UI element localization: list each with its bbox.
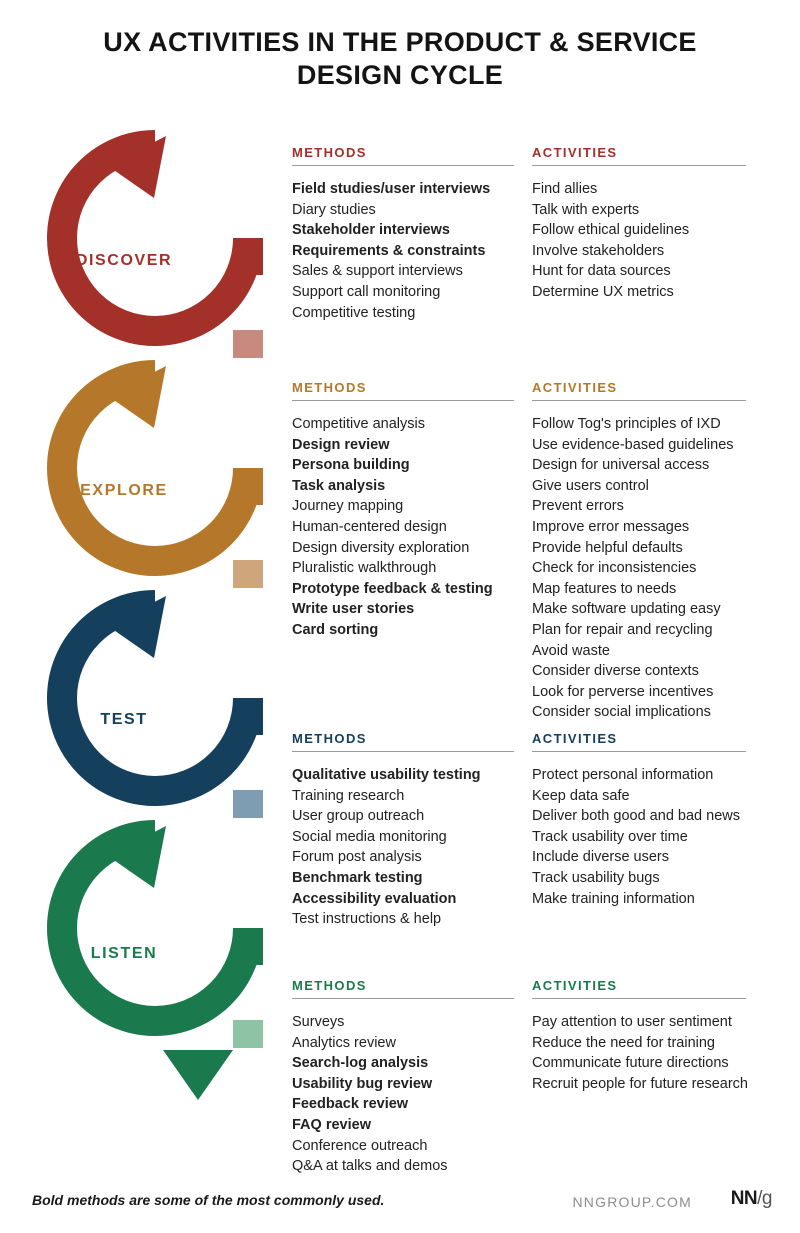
activities-list-listen — [532, 1012, 772, 1094]
explore-ring — [62, 366, 248, 588]
list-item: FAQ review — [292, 1116, 371, 1133]
list-item: Give users control — [532, 477, 649, 494]
list-item: Sales & support interviews — [292, 263, 463, 280]
list-item: Analytics review — [292, 1034, 396, 1051]
list-item: Stakeholder interviews — [292, 222, 450, 239]
list-item: Deliver both good and bad news — [532, 808, 740, 825]
methods-list-listen — [292, 1012, 528, 1177]
list-item: Plan for repair and recycling — [532, 621, 713, 638]
list-item: Provide helpful defaults — [532, 539, 683, 556]
list-item: Include diverse users — [532, 849, 670, 866]
list-item: Improve error messages — [532, 518, 690, 535]
list-item: Consider diverse contexts — [532, 663, 699, 680]
activities-list-explore — [532, 414, 772, 723]
divider-activities — [532, 400, 746, 401]
site-url: NNGROUP.COM — [572, 1194, 692, 1210]
column-header-methods: METHODS — [292, 978, 367, 993]
column-header-activities: ACTIVITIES — [532, 978, 618, 993]
list-item: Q&A at talks and demos — [292, 1158, 448, 1175]
list-item: Make training information — [532, 890, 695, 907]
list-item: Avoid waste — [532, 642, 610, 659]
list-item: Task analysis — [292, 477, 386, 494]
list-item: Training research — [292, 787, 405, 804]
activities-list-test — [532, 765, 772, 909]
list-item: Accessibility evaluation — [292, 890, 457, 907]
test-ring — [62, 596, 248, 818]
list-item: Use evidence-based guidelines — [532, 436, 734, 453]
list-item: Hunt for data sources — [532, 263, 671, 280]
list-item: Competitive analysis — [292, 416, 425, 432]
divider-activities — [532, 165, 746, 166]
list-item: Track usability over time — [532, 828, 688, 845]
list-item: Talk with experts — [532, 201, 640, 218]
logo-suffix: /g — [757, 1188, 772, 1209]
list-item: Keep data safe — [532, 787, 630, 804]
footnote: Bold methods are some of the most commonly used. — [32, 1192, 385, 1208]
list-item: Forum post analysis — [292, 849, 422, 866]
page-title: UX ACTIVITIES IN THE PRODUCT & SERVICE DESIGN CYCLE — [103, 27, 697, 91]
discover-ring — [62, 136, 248, 358]
methods-list-discover — [292, 179, 528, 323]
divider-methods — [292, 751, 514, 752]
list-item: Protect personal information — [532, 767, 714, 783]
stage-label-discover: DISCOVER — [75, 252, 173, 269]
list-item: Usability bug review — [292, 1075, 433, 1092]
list-item: Find allies — [532, 181, 598, 197]
list-item: Make software updating easy — [532, 601, 721, 618]
methods-list-explore — [292, 414, 528, 641]
divider-methods — [292, 165, 514, 166]
column-header-methods: METHODS — [292, 145, 367, 160]
list-item: Prevent errors — [532, 498, 624, 515]
list-item: Journey mapping — [292, 498, 404, 515]
activities-list-discover — [532, 179, 772, 303]
list-item: Map features to needs — [532, 580, 677, 597]
list-item: Benchmark testing — [292, 869, 423, 886]
column-header-activities: ACTIVITIES — [532, 145, 618, 160]
list-item: Surveys — [292, 1014, 345, 1030]
listen-ring — [62, 826, 248, 1100]
list-item: Pay attention to user sentiment — [532, 1014, 732, 1030]
list-item: Track usability bugs — [532, 869, 660, 886]
divider-activities — [532, 751, 746, 752]
list-item: Requirements & constraints — [292, 242, 486, 259]
list-item: Social media monitoring — [292, 828, 447, 845]
list-item: Competitive testing — [292, 304, 416, 321]
column-header-methods: METHODS — [292, 380, 367, 395]
column-header-methods: METHODS — [292, 731, 367, 746]
list-item: Human-centered design — [292, 518, 447, 535]
list-item: Field studies/user interviews — [292, 181, 491, 197]
list-item: Pluralistic walkthrough — [292, 560, 437, 577]
list-item: Design for universal access — [532, 457, 710, 474]
list-item: Look for perverse incentives — [532, 683, 714, 700]
divider-activities — [532, 998, 746, 999]
list-item: Reduce the need for training — [532, 1034, 715, 1051]
column-header-activities: ACTIVITIES — [532, 731, 618, 746]
list-item: Consider social implications — [532, 704, 711, 721]
divider-methods — [292, 998, 514, 999]
column-header-activities: ACTIVITIES — [532, 380, 618, 395]
list-item: Check for inconsistencies — [532, 560, 697, 577]
list-item: Involve stakeholders — [532, 242, 665, 259]
stage-label-listen: LISTEN — [90, 945, 158, 962]
list-item: Conference outreach — [292, 1137, 428, 1154]
list-item: Qualitative usability testing — [292, 767, 481, 783]
list-item: Design diversity exploration — [292, 539, 470, 556]
list-item: Communicate future directions — [532, 1055, 729, 1072]
stage-label-explore: EXPLORE — [80, 482, 168, 499]
list-item: Follow Tog's principles of IXD — [532, 416, 721, 432]
list-item: Card sorting — [292, 621, 379, 638]
list-item: Prototype feedback & testing — [292, 580, 493, 597]
list-item: Determine UX metrics — [532, 283, 674, 300]
list-item: Diary studies — [292, 201, 376, 218]
list-item: Recruit people for future research — [532, 1075, 748, 1092]
list-item: Follow ethical guidelines — [532, 222, 690, 239]
list-item: Write user stories — [292, 601, 415, 618]
list-item: User group outreach — [292, 808, 425, 825]
logo-mark: NN — [730, 1188, 758, 1209]
list-item: Feedback review — [292, 1096, 409, 1113]
list-item: Search-log analysis — [292, 1055, 429, 1072]
methods-list-test — [292, 765, 528, 930]
list-item: Test instructions & help — [292, 911, 442, 928]
stage-label-test: TEST — [100, 711, 148, 728]
divider-methods — [292, 400, 514, 401]
list-item: Design review — [292, 436, 390, 453]
list-item: Support call monitoring — [292, 283, 441, 300]
nn-group-logo — [731, 1188, 772, 1210]
list-item: Persona building — [292, 457, 410, 474]
design-cycle-diagram — [30, 90, 290, 1120]
